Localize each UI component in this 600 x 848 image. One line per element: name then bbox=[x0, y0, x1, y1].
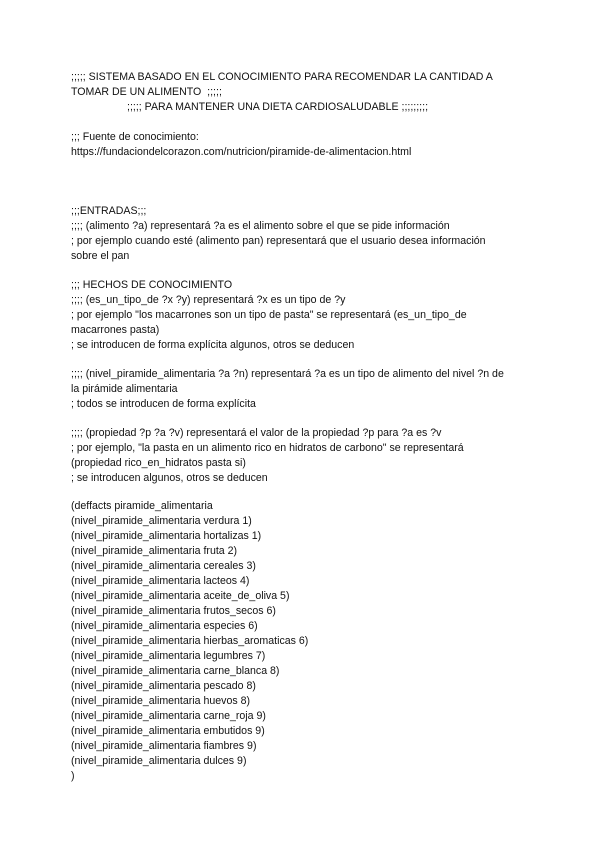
deffacts-fact: (nivel_piramide_alimentaria lacteos 4) bbox=[71, 575, 250, 587]
entradas-line: sobre el pan bbox=[71, 250, 130, 262]
deffacts-fact: (nivel_piramide_alimentaria hierbas_aromaticas 6) bbox=[71, 635, 309, 647]
source-label: ;;; Fuente de conocimiento: bbox=[71, 131, 199, 143]
deffacts-fact: (nivel_piramide_alimentaria cereales 3) bbox=[71, 560, 256, 572]
hechos-block3-line: ;;;; (propiedad ?p ?a ?v) representará el valor de la propiedad ?p para ?a es ?v bbox=[71, 427, 442, 439]
deffacts-fact: (nivel_piramide_alimentaria carne_roja 9) bbox=[71, 710, 266, 722]
hechos-block1-line: ;;;; (es_un_tipo_de ?x ?y) representará ?x es un tipo de ?y bbox=[71, 294, 346, 306]
header-title-line3: ;;;;; PARA MANTENER UNA DIETA CARDIOSALUDABLE ;;;;;;;;; bbox=[127, 101, 429, 113]
deffacts-fact: (nivel_piramide_alimentaria embutidos 9) bbox=[71, 725, 265, 737]
deffacts-fact: (nivel_piramide_alimentaria carne_blanca 8) bbox=[71, 665, 280, 677]
deffacts-fact: (nivel_piramide_alimentaria especies 6) bbox=[71, 620, 258, 632]
hechos-block2-line: la pirámide alimentaria bbox=[71, 383, 178, 395]
hechos-block2-line: ;;;; (nivel_piramide_alimentaria ?a ?n) representará ?a es un tipo de alimento del nivel ?n de bbox=[71, 368, 504, 380]
hechos-block1-line: macarrones pasta) bbox=[71, 324, 160, 336]
deffacts-fact: (nivel_piramide_alimentaria aceite_de_oliva 5) bbox=[71, 590, 290, 602]
deffacts-fact: (nivel_piramide_alimentaria legumbres 7) bbox=[71, 650, 266, 662]
deffacts-fact: (nivel_piramide_alimentaria huevos 8) bbox=[71, 695, 251, 707]
deffacts-fact: (nivel_piramide_alimentaria hortalizas 1) bbox=[71, 530, 262, 542]
header-title-line2: TOMAR DE UN ALIMENTO ;;;;; bbox=[71, 86, 222, 98]
deffacts-fact: (nivel_piramide_alimentaria verdura 1) bbox=[71, 515, 252, 527]
deffacts-fact: (nivel_piramide_alimentaria pescado 8) bbox=[71, 680, 256, 692]
hechos-block1-line: ; se introducen de forma explícita algunos, otros se deducen bbox=[71, 339, 355, 351]
hechos-block3-line: ; se introducen algunos, otros se deducen bbox=[71, 472, 268, 484]
header-title-line1: ;;;;; SISTEMA BASADO EN EL CONOCIMIENTO PARA RECOMENDAR LA CANTIDAD A bbox=[71, 71, 493, 83]
deffacts-open: (deffacts piramide_alimentaria bbox=[71, 500, 213, 512]
deffacts-fact: (nivel_piramide_alimentaria fiambres 9) bbox=[71, 740, 257, 752]
deffacts-close: ) bbox=[71, 770, 75, 782]
entradas-line: ;;;; (alimento ?a) representará ?a es el alimento sobre el que se pide información bbox=[71, 220, 450, 232]
hechos-block2-line: ; todos se introducen de forma explícita bbox=[71, 398, 256, 410]
source-url: https://fundaciondelcorazon.com/nutricion/piramide-de-alimentacion.html bbox=[71, 146, 412, 158]
hechos-heading: ;;; HECHOS DE CONOCIMIENTO bbox=[71, 279, 233, 291]
entradas-line: ; por ejemplo cuando esté (alimento pan) representará que el usuario desea información bbox=[71, 235, 486, 247]
hechos-block3-line: (propiedad rico_en_hidratos pasta si) bbox=[71, 457, 246, 469]
deffacts-fact: (nivel_piramide_alimentaria dulces 9) bbox=[71, 755, 247, 767]
hechos-block3-line: ; por ejemplo, "la pasta en un alimento rico en hidratos de carbono" se representará bbox=[71, 442, 464, 454]
hechos-block1-line: ; por ejemplo "los macarrones son un tipo de pasta" se representará (es_un_tipo_de bbox=[71, 309, 467, 321]
deffacts-fact: (nivel_piramide_alimentaria fruta 2) bbox=[71, 545, 238, 557]
entradas-heading: ;;;ENTRADAS;;; bbox=[71, 205, 147, 217]
deffacts-fact: (nivel_piramide_alimentaria frutos_secos 6) bbox=[71, 605, 276, 617]
